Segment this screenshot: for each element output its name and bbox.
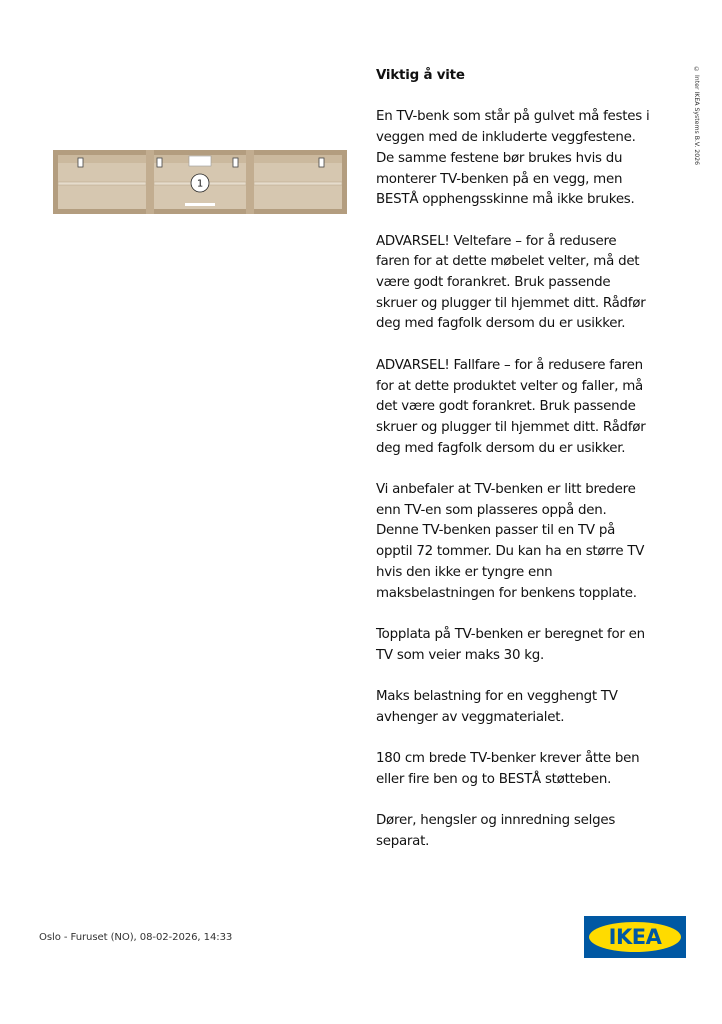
copyright-notice: © Inter IKEA Systems B.V. 2026 (693, 66, 700, 166)
callout-number: 1 (196, 178, 204, 190)
shelf-left (58, 182, 146, 185)
paragraph-wall-fixing: En TV-benk som står på gulvet må festes i veggen med de inkluderte veggfestene. De samme festene bør brukes hvis du monterer TV-benken på en vegg, men BESTÅ opphengsskinne må ikke brukes. (376, 109, 650, 208)
paragraph-legs: 180 cm brede TV-benker krever åtte ben eller fire ben og to BESTÅ støtteben. (376, 751, 640, 787)
important-info-section (376, 66, 658, 873)
paragraph-tip-warning: ADVARSEL! Veltefare – for å redusere faren for at dette møbelet velter, må det være godt forankret. Bruk passende skruer og plugger til hjemmet ditt. Rådfør deg med fagfolk dersom du er usikker. (376, 233, 646, 332)
paragraph-sold-separately: Dører, hengsler og innredning selges separat. (376, 813, 616, 849)
divider-right (246, 150, 254, 214)
paragraph-fall-warning: ADVARSEL! Fallfare – for å redusere faren for at dette produktet velter og faller, må det være godt forankret. Bruk passende skruer og plugger til hjemmet ditt. Rådfør deg med fagfolk dersom du er usikker. (376, 357, 646, 456)
tv-bench-drawing (53, 150, 347, 214)
paragraph-wall-load: Maks belastning for en vegghengt TV avhenger av veggmaterialet. (376, 689, 618, 725)
divider-left (146, 150, 154, 214)
logo-text: IKEA (608, 925, 662, 949)
shelf-right (254, 182, 342, 185)
cable-outlet-bottom (185, 203, 215, 206)
footer-location-timestamp: Oslo - Furuset (NO), 08-02-2026, 14:33 (39, 932, 233, 943)
cable-outlet (189, 156, 211, 166)
ikea-logo (584, 916, 686, 958)
section-heading: Viktig å vite (376, 68, 465, 83)
wall-bracket-icon (233, 158, 238, 167)
ikea-logo-icon (584, 916, 686, 958)
paragraph-tv-size: Vi anbefaler at TV-benken er litt bredere enn TV-en som plasseres oppå den. Denne TV-benken passer til en TV på opptil 72 tommer. Du kan ha en større TV hvis den ikke er tyngre enn maksbelastningen for benkens topplate. (376, 482, 645, 601)
wall-bracket-icon (319, 158, 324, 167)
wall-bracket-icon (78, 158, 83, 167)
wall-bracket-icon (157, 158, 162, 167)
paragraph-max-weight: Topplata på TV-benken er beregnet for en TV som veier maks 30 kg. (376, 626, 645, 663)
product-illustration (53, 150, 347, 214)
